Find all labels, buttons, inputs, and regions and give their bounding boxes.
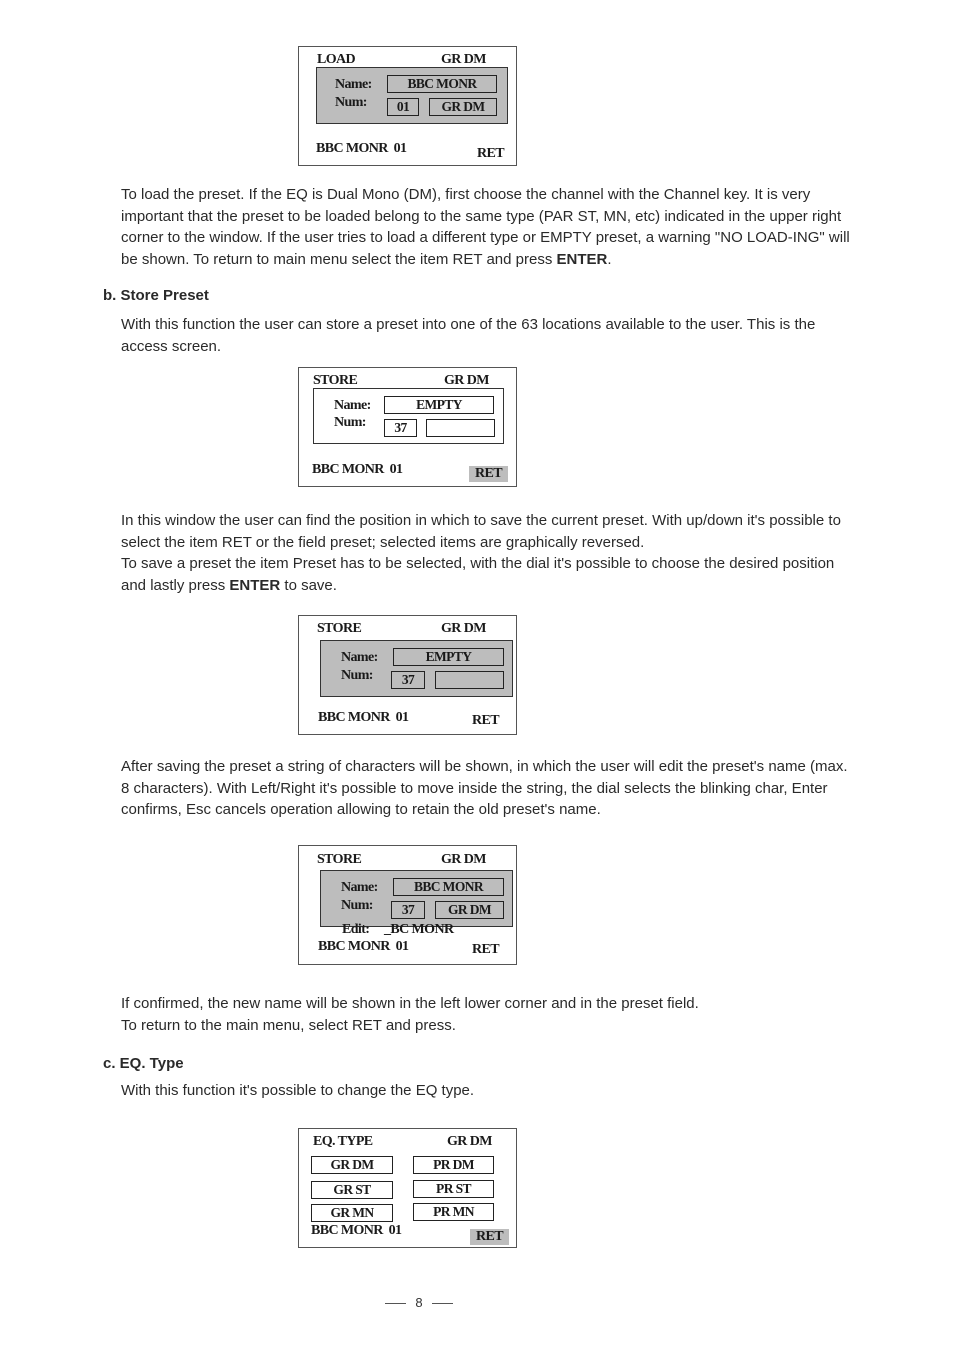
num-field[interactable]: 37 [391,901,425,919]
eq-type-indicator: GR DM [441,52,486,67]
eq-type-indicator: GR DM [447,1134,492,1149]
ret-button[interactable]: RET [472,942,499,957]
eq-type-indicator: GR DM [441,621,486,636]
store-screen-selected [298,615,517,735]
heading-eq-type: c. EQ. Type [103,1055,184,1072]
option-gr-mn[interactable]: GR MN [311,1204,393,1222]
current-preset: BBC MONR 01 [316,141,407,156]
current-preset: BBC MONR 01 [318,710,409,725]
screen-title: STORE [317,621,362,636]
eq-type-screen [298,1128,517,1248]
current-preset: BBC MONR 01 [312,462,403,477]
screen-title: STORE [317,852,362,867]
eq-type-indicator: GR DM [441,852,486,867]
name-label: Name: [341,880,378,895]
store-description: With this function the user can store a preset into one of the 63 locations available to the user. This is the access screen. [121,316,816,355]
screen-title: STORE [313,373,358,388]
name-field[interactable]: BBC MONR [393,878,504,896]
name-label: Name: [334,398,371,413]
eq-type-description: With this function it's possible to change the EQ type. [121,1082,475,1099]
num-type-field [426,419,495,437]
num-label: Num: [335,95,367,110]
page-footer [385,1295,453,1311]
num-label: Num: [341,668,373,683]
name-field[interactable]: BBC MONR [387,75,497,93]
name-field[interactable]: EMPTY [384,396,494,414]
preset-panel [316,67,508,124]
preset-panel [320,870,513,927]
option-pr-mn[interactable]: PR MN [413,1203,494,1221]
current-preset: BBC MONR 01 [318,939,409,954]
num-type-field [435,671,504,689]
ret-button[interactable]: RET [470,1229,509,1245]
store-instructions: In this window the user can find the position in which to save the current preset. With up/down it's possible to select the item RET or the field preset; selected items are graphically reversed. To save a preset the item Preset has to be selected, with the dial it's possible to choose the desired position and lastly press ENTER to save. [121,512,841,595]
num-field[interactable]: 01 [387,98,419,116]
option-pr-st[interactable]: PR ST [413,1180,494,1198]
edit-name-description: After saving the preset a string of characters will be shown, in which the user will edit the preset's name (max. 8 characters). With Left/Right it's possible to move inside the string, the dial selects the blinking char, Enter confirms, Esc cancels operation allowing to retain the old preset's name. [121,758,848,819]
name-label: Name: [341,650,378,665]
load-description: To load the preset. If the EQ is Dual Mono (DM), first choose the channel with the Channel key. It is very important that the preset to be loaded belong to the same type (PAR ST, MN, etc) indicated in the upper right corner to the window. If the user tries to load a different type or EMPTY preset, a warning "NO LOAD-ING" will be shown. To return to main menu select the item RET and press ENTER. [121,186,850,269]
option-pr-dm[interactable]: PR DM [413,1156,494,1174]
store-screen-edit [298,845,517,965]
num-type-field: GR DM [429,98,497,116]
num-label: Num: [341,898,373,913]
num-field[interactable]: 37 [391,671,425,689]
num-field[interactable]: 37 [384,419,417,437]
preset-panel [320,640,513,697]
option-gr-dm[interactable]: GR DM [311,1156,393,1174]
footer-rule-right [432,1303,453,1304]
edit-string[interactable]: _BC MONR [384,922,454,937]
ret-button[interactable]: RET [472,713,499,728]
screen-title: LOAD [317,52,356,67]
confirm-description: If confirmed, the new name will be shown in the left lower corner and in the preset field. To return to the main menu, select RET and press. [121,995,699,1034]
footer-rule-left [385,1303,406,1304]
store-screen-access [298,367,517,487]
page-number: 8 [415,1295,423,1310]
preset-panel [313,388,504,444]
heading-store-preset: b. Store Preset [103,287,209,304]
ret-button[interactable]: RET [477,146,504,161]
num-type-field: GR DM [435,901,504,919]
option-gr-st[interactable]: GR ST [311,1181,393,1199]
screen-title: EQ. TYPE [313,1134,373,1149]
current-preset: BBC MONR 01 [311,1223,402,1238]
eq-type-indicator: GR DM [444,373,489,388]
load-screen [298,46,517,166]
num-label: Num: [334,415,366,430]
name-label: Name: [335,77,372,92]
edit-label: Edit: [342,922,370,937]
ret-button[interactable]: RET [469,466,508,482]
name-field[interactable]: EMPTY [393,648,504,666]
